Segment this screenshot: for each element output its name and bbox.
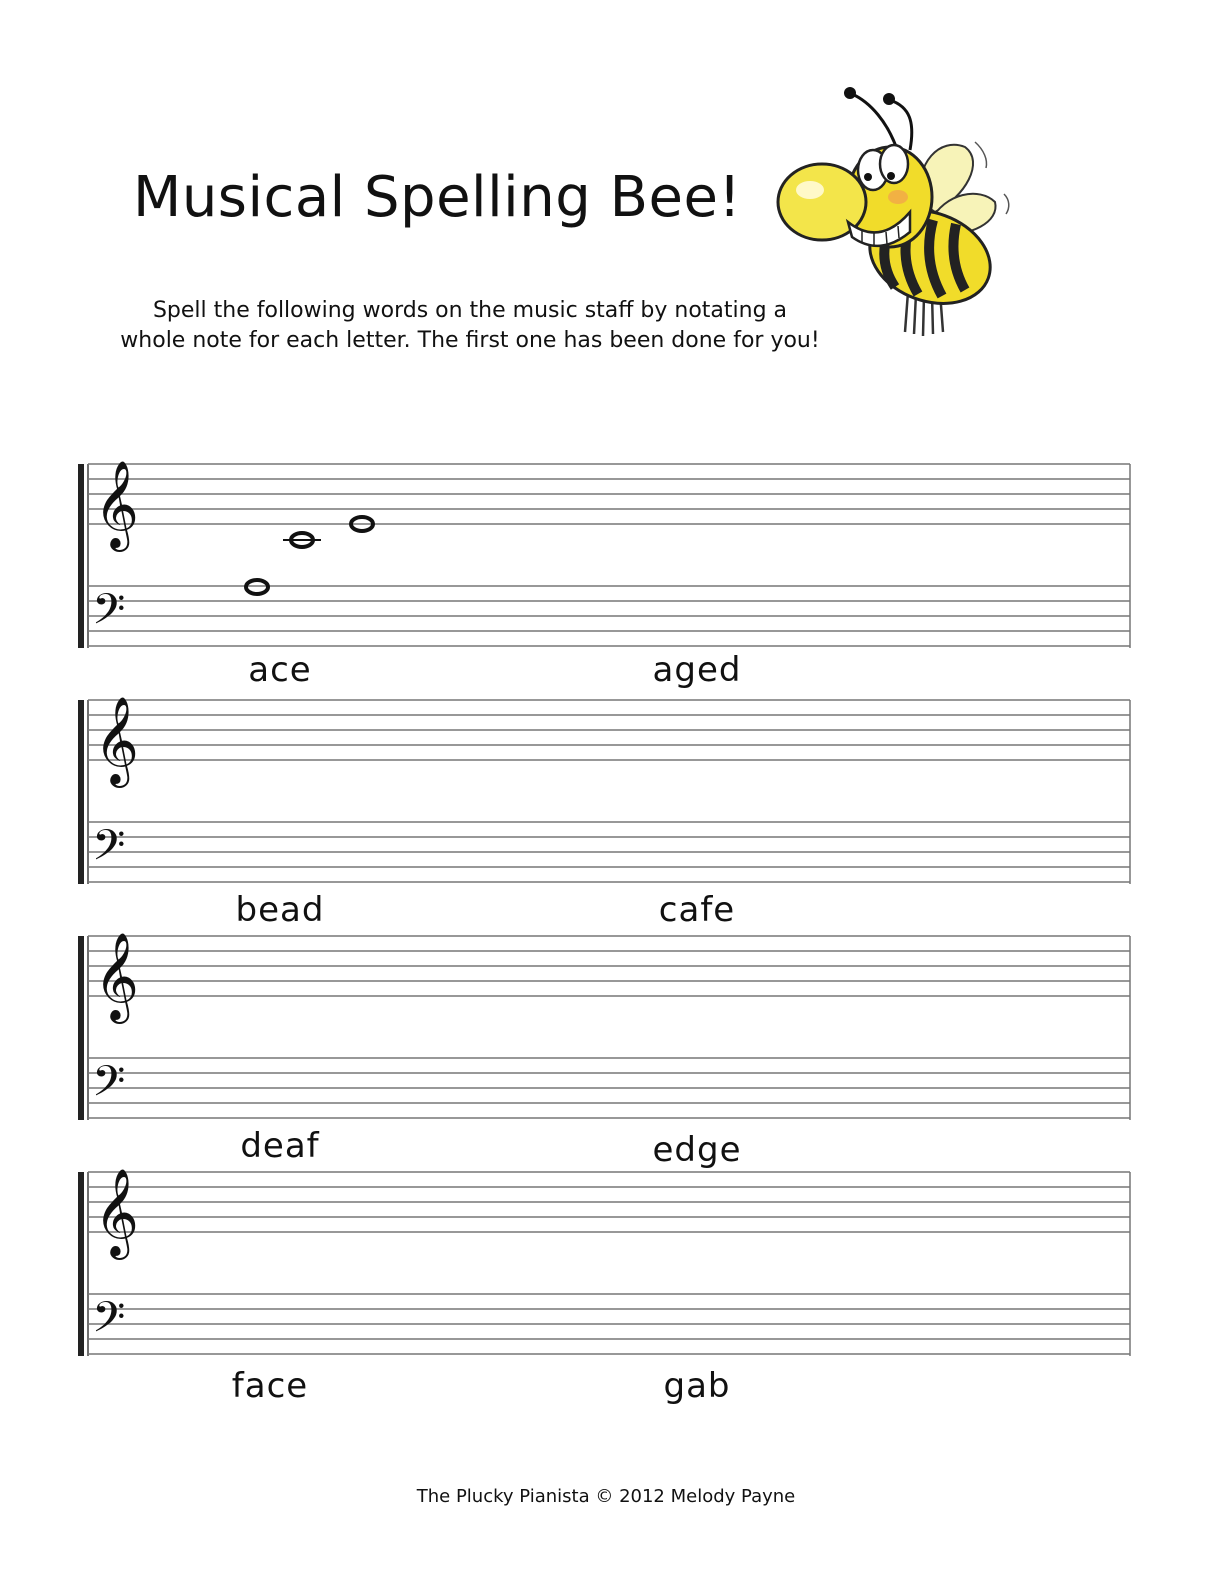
grand-staff-2 bbox=[76, 684, 1136, 881]
instructions-line-2: whole note for each letter. The first one has been done for you! bbox=[120, 328, 820, 353]
grand-staff-4 bbox=[76, 1156, 1136, 1353]
example-note-a bbox=[246, 580, 268, 594]
word-face: face bbox=[231, 1366, 309, 1406]
instructions-line-1: Spell the following words on the music staff by notating a bbox=[152, 298, 788, 323]
page-title: Musical Spelling Bee! bbox=[133, 165, 742, 230]
grand-staff-3-lines bbox=[76, 920, 1136, 1120]
word-edge: edge bbox=[652, 1130, 742, 1170]
bass-clef-icon: 𝄢 bbox=[92, 821, 126, 881]
example-note-c bbox=[283, 533, 321, 547]
bass-clef-icon: 𝄢 bbox=[92, 585, 126, 645]
grand-staff-3 bbox=[76, 920, 1136, 1117]
word-deaf: deaf bbox=[240, 1126, 320, 1166]
word-gab: gab bbox=[663, 1366, 731, 1406]
treble-clef-icon: 𝄞 bbox=[94, 695, 139, 784]
treble-clef-icon: 𝄞 bbox=[94, 931, 139, 1020]
word-cafe: cafe bbox=[658, 890, 736, 930]
footer-copyright: The Plucky Pianista © 2012 Melody Payne bbox=[416, 1486, 796, 1507]
bee-icon bbox=[770, 82, 1020, 347]
word-aged: aged bbox=[652, 650, 742, 690]
word-ace: ace bbox=[248, 650, 312, 690]
word-bead: bead bbox=[235, 890, 325, 930]
instructions bbox=[80, 296, 860, 356]
bass-clef-icon: 𝄢 bbox=[92, 1293, 126, 1353]
treble-clef-icon: 𝄞 bbox=[94, 459, 139, 548]
grand-staff-4-lines bbox=[76, 1156, 1136, 1356]
grand-staff-2-lines bbox=[76, 684, 1136, 884]
grand-staff-1-lines bbox=[76, 448, 1136, 648]
treble-clef-icon: 𝄞 bbox=[94, 1167, 139, 1256]
grand-staff-1 bbox=[76, 448, 1136, 645]
bass-clef-icon: 𝄢 bbox=[92, 1057, 126, 1117]
